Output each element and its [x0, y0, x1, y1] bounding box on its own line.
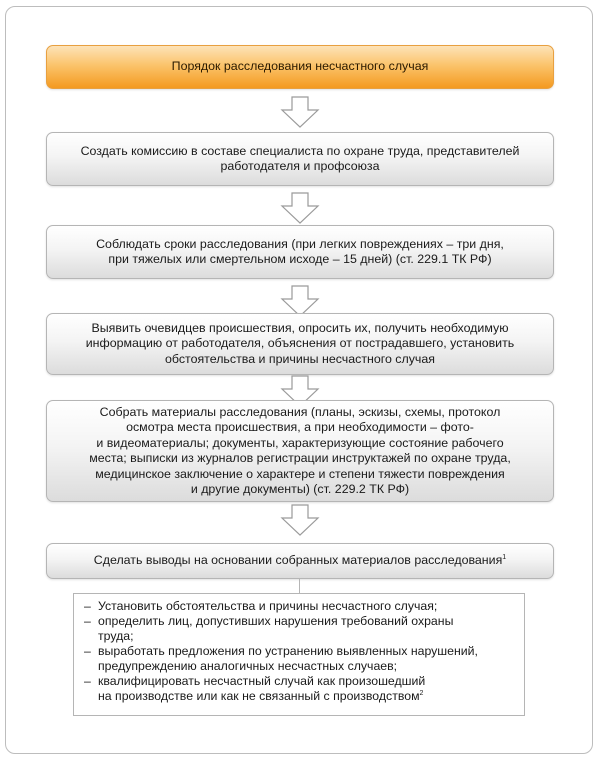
connector-line	[299, 578, 300, 594]
step-4-line-1: Собрать материалы расследования (планы, эскизы, схемы, протокол	[99, 404, 501, 419]
footnote-2-marker: 2	[419, 689, 424, 697]
step-3-line-1: Выявить очевидцев происшествия, опросить их, получить необходимую	[91, 320, 509, 335]
list-dash: –	[84, 644, 91, 658]
list-item-2-line-2: труда;	[98, 629, 134, 643]
step-4-line-6: и другие документы) (ст. 229.2 ТК РФ)	[190, 482, 410, 496]
list-item-1-line-1: Установить обстоятельства и причины несчастного случая;	[98, 599, 438, 613]
step-box-3	[46, 313, 554, 375]
step-box-5	[46, 543, 554, 579]
list-item-4-line-1: квалифицировать несчастный случай как произошедший	[98, 674, 426, 688]
step-4-line-3: и видеоматериалы; документы, характеризующие состояние рабочего	[96, 435, 504, 450]
step-4-line-5: медицинское заключение о характере и степени тяжести повреждения	[95, 466, 505, 481]
list-item	[84, 614, 516, 644]
step-2-line-2: при тяжелых или смертельном исходе – 15 дней) (ст. 229.1 ТК РФ)	[108, 252, 492, 266]
list-item-4-line-2: на производстве или как не связанный с производством	[98, 689, 420, 703]
list-item-3-line-2: предупреждению аналогичных несчастных случаев;	[98, 659, 398, 673]
step-box-1	[46, 132, 554, 186]
diagram-title: Порядок расследования несчастного случая	[171, 59, 429, 74]
step-4-line-4: места; выписки из журналов регистрации инструктажей по охране труда,	[89, 451, 511, 465]
step-2-line-1: Соблюдать сроки расследования (при легких повреждениях – три дня,	[96, 236, 504, 251]
step-box-2	[46, 225, 554, 279]
step-3-line-2: информацию от работодателя, объяснения от пострадавшего, установить	[85, 336, 515, 351]
footnote-1-marker: 1	[502, 554, 507, 562]
down-arrow-icon	[280, 192, 320, 224]
list-dash: –	[84, 674, 91, 688]
step-1-line-1: Создать комиссию в составе специалиста по охране труда, представителей	[80, 143, 520, 158]
conclusions-list	[73, 593, 525, 716]
list-dash: –	[84, 599, 91, 613]
down-arrow-icon	[280, 96, 320, 128]
list-item	[84, 644, 516, 674]
step-box-4	[46, 400, 554, 502]
list-item-3-line-1: выработать предложения по устранению выявленных нарушений,	[98, 644, 478, 658]
step-1-line-2: работодателя и профсоюза	[220, 159, 380, 173]
down-arrow-icon	[280, 504, 320, 536]
step-3-line-3: обстоятельства и причины несчастного случая	[165, 351, 435, 366]
list-item	[84, 674, 516, 704]
step-5-text: Сделать выводы на основании собранных материалов расследования	[93, 553, 503, 568]
list-item-2-line-1: определить лиц, допустивших нарушения требований охраны	[98, 614, 454, 628]
list-item	[84, 599, 516, 614]
step-4-line-2: осмотра места происшествия, а при необходимости – фото-	[126, 420, 474, 434]
list-dash: –	[84, 614, 91, 628]
diagram-title-box	[46, 45, 554, 89]
